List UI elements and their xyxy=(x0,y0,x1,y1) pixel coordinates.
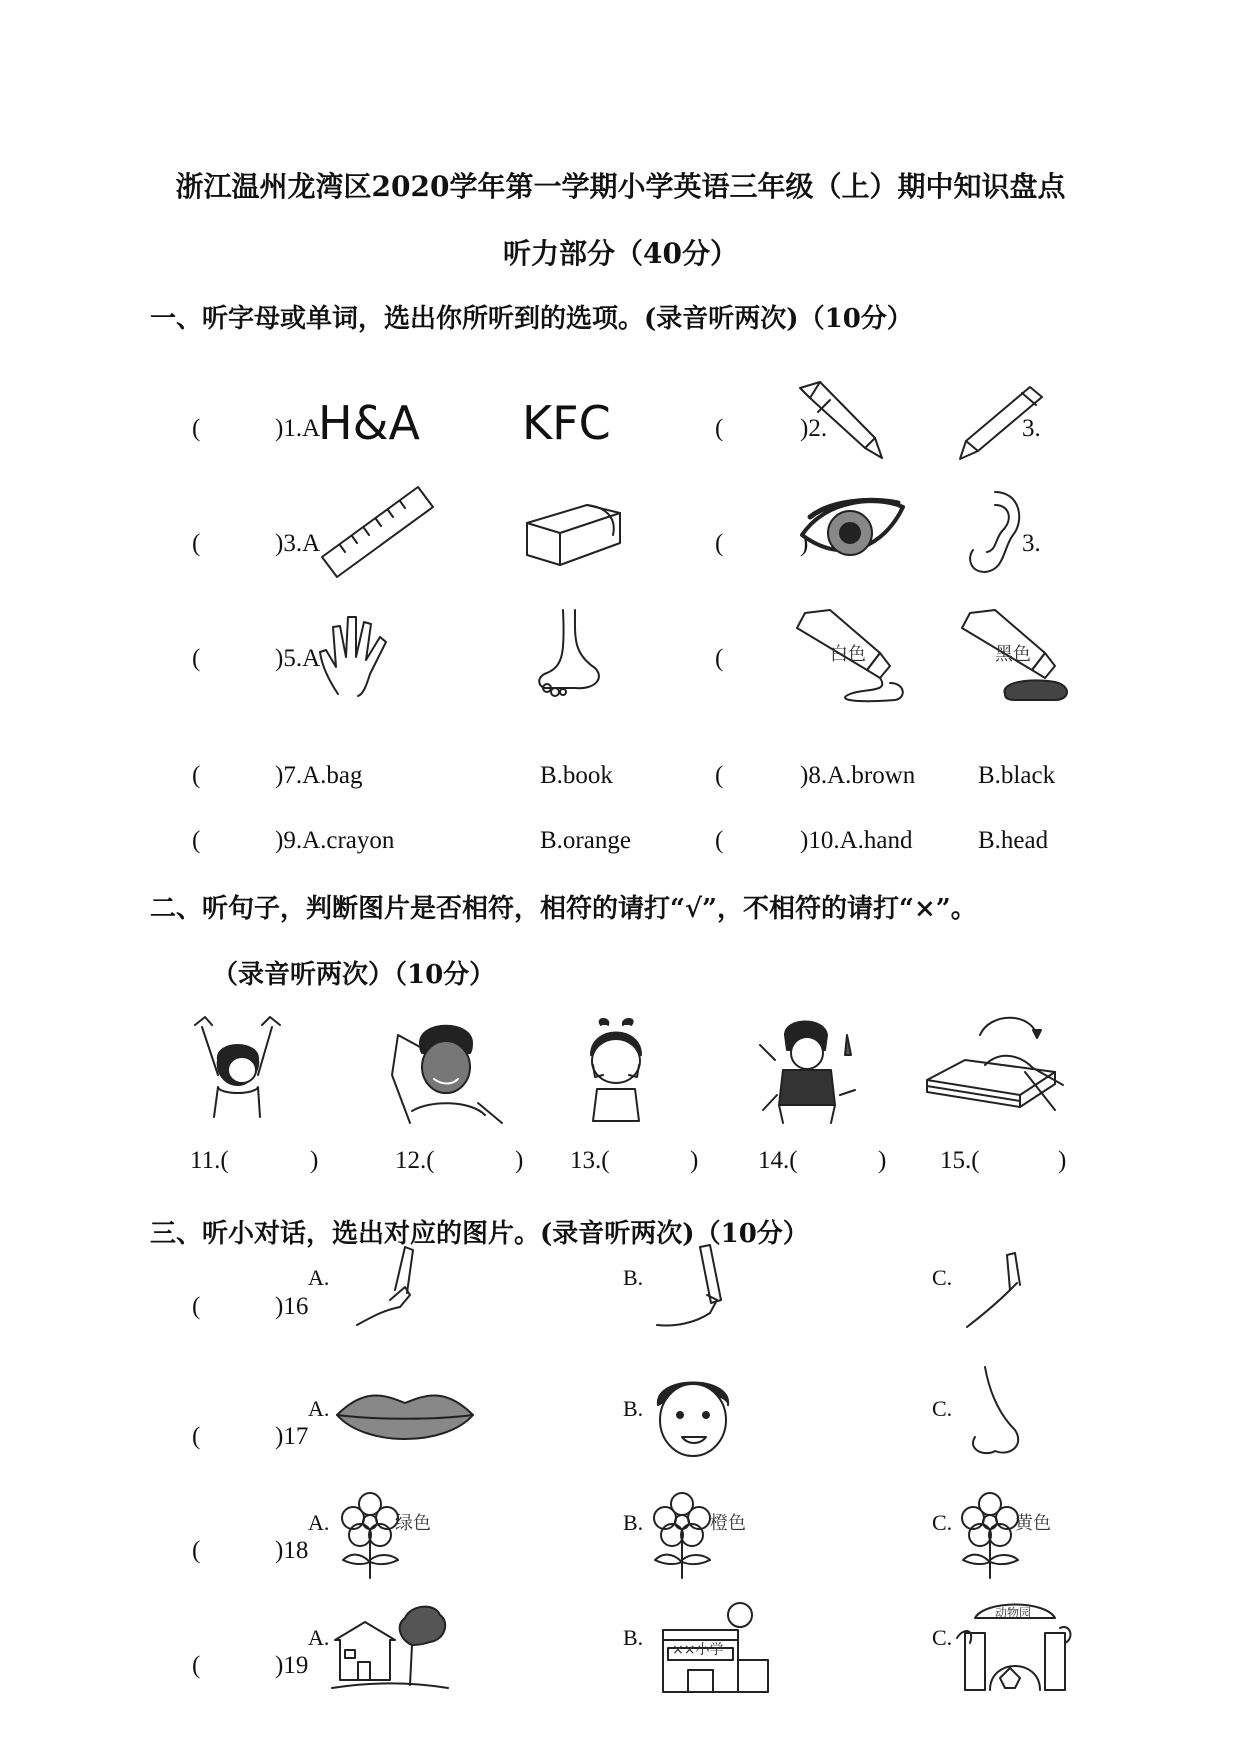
q6-paren: ( xyxy=(715,645,724,672)
q5-label: )5.A xyxy=(275,645,321,672)
section1-heading: 一、听字母或单词，选出你所听到的选项。(录音听两次)（10分） xyxy=(150,304,913,334)
q18-paren: ( xyxy=(192,1537,201,1564)
q18-c-tag: 黄色 xyxy=(1015,1513,1051,1534)
q10-label: )10.A.hand xyxy=(800,827,913,854)
q7-paren: ( xyxy=(192,762,201,789)
q16-a-label: A. xyxy=(308,1265,330,1290)
q2-b-suffix: 3. xyxy=(1022,415,1041,442)
boy-pointing-arrows-icon xyxy=(755,1015,860,1125)
q8-label: )8.A.brown xyxy=(800,762,916,789)
hand-closing-book-icon xyxy=(925,1010,1065,1125)
q18-b-label: B. xyxy=(623,1510,644,1535)
q1-label: )1.A xyxy=(275,415,321,442)
girl-hands-on-face-icon xyxy=(583,1015,648,1123)
q19-c-tag: 动物园 xyxy=(995,1606,1032,1620)
hand-holding-ruler-icon xyxy=(655,1245,735,1330)
q19-paren: ( xyxy=(192,1652,201,1679)
q18-a-tag: 绿色 xyxy=(395,1513,431,1534)
q11-close: ) xyxy=(310,1147,319,1174)
q10-paren: ( xyxy=(715,827,724,854)
section2-subheading: （录音听两次）（10分） xyxy=(212,960,496,990)
ear-icon xyxy=(965,490,1025,575)
q10-option-b: B.head xyxy=(978,827,1049,854)
q19-c-label: C. xyxy=(932,1625,953,1650)
q4-paren: ( xyxy=(715,530,724,557)
q19-a-label: A. xyxy=(308,1625,330,1650)
q2-paren: ( xyxy=(715,415,724,442)
q1-option-b: KFC xyxy=(522,396,611,450)
q17-paren: ( xyxy=(192,1423,201,1450)
section3-heading: 三、听小对话，选出对应的图片。(录音听两次)（10分） xyxy=(150,1219,809,1249)
q17-c-label: C. xyxy=(932,1396,953,1421)
q12-label: 12.( xyxy=(395,1147,435,1174)
q13-close: ) xyxy=(690,1147,699,1174)
q14-close: ) xyxy=(878,1147,887,1174)
boy-face-icon xyxy=(652,1365,734,1460)
boy-touching-head-icon xyxy=(390,1015,505,1125)
q19-b-label: B. xyxy=(623,1625,644,1650)
q5-paren: ( xyxy=(192,645,201,672)
q4-b-suffix: 3. xyxy=(1022,530,1041,557)
q18-b-tag: 橙色 xyxy=(710,1513,746,1534)
house-tree-icon xyxy=(330,1600,450,1695)
yellow-flower-icon xyxy=(958,1490,1023,1580)
q16-paren: ( xyxy=(192,1293,201,1320)
q2-label: )2. xyxy=(800,415,828,442)
hand-holding-crayon-icon xyxy=(965,1245,1045,1330)
q9-paren: ( xyxy=(192,827,201,854)
q1-option-a: H&A xyxy=(318,396,420,450)
q7-label: )7.A.bag xyxy=(275,762,363,789)
q8-option-b: B.black xyxy=(978,762,1056,789)
foot-icon xyxy=(535,608,615,698)
q17-a-label: A. xyxy=(308,1396,330,1421)
q12-close: ) xyxy=(515,1147,524,1174)
eye-icon xyxy=(800,495,905,570)
q1-paren: ( xyxy=(192,415,201,442)
page-subtitle: 听力部分（40分） xyxy=(503,237,738,270)
eraser-icon xyxy=(525,495,625,575)
orange-flower-icon xyxy=(650,1490,715,1580)
q3-paren: ( xyxy=(192,530,201,557)
hand-icon xyxy=(318,612,398,697)
q11-label: 11.( xyxy=(190,1147,229,1174)
q19-b-tag: ××小学 xyxy=(672,1642,724,1658)
q4-label: ) xyxy=(800,530,809,557)
q18-label: )18 xyxy=(275,1537,309,1564)
q15-label: 15.( xyxy=(940,1147,980,1174)
q17-label: )17 xyxy=(275,1423,309,1450)
nose-icon xyxy=(965,1365,1025,1460)
q17-b-label: B. xyxy=(623,1396,644,1421)
mouth-icon xyxy=(335,1385,475,1450)
q18-c-label: C. xyxy=(932,1510,953,1535)
q6-a-tag: 白色 xyxy=(830,644,866,665)
girl-waving-icon xyxy=(190,1015,285,1120)
q19-label: )19 xyxy=(275,1652,309,1679)
ruler-icon xyxy=(320,485,435,580)
q15-close: ) xyxy=(1058,1147,1067,1174)
green-flower-icon xyxy=(338,1490,403,1580)
q9-option-b: B.orange xyxy=(540,827,631,854)
q16-c-label: C. xyxy=(932,1265,953,1290)
fountain-pen-icon xyxy=(790,380,890,460)
q16-b-label: B. xyxy=(623,1265,644,1290)
hand-holding-pencil-icon xyxy=(355,1245,435,1330)
q9-label: )9.A.crayon xyxy=(275,827,395,854)
q7-option-b: B.book xyxy=(540,762,613,789)
q3-label: )3.A xyxy=(275,530,321,557)
page-title: 浙江温州龙湾区2020学年第一学期小学英语三年级（上）期中知识盘点 xyxy=(175,170,1066,203)
q8-paren: ( xyxy=(715,762,724,789)
q18-a-label: A. xyxy=(308,1510,330,1535)
section2-heading: 二、听句子，判断图片是否相符，相符的请打“√”，不相符的请打“×”。 xyxy=(150,894,977,924)
q14-label: 14.( xyxy=(758,1147,798,1174)
q6-b-tag: 黑色 xyxy=(995,644,1031,665)
q16-label: )16 xyxy=(275,1293,309,1320)
q13-label: 13.( xyxy=(570,1147,610,1174)
